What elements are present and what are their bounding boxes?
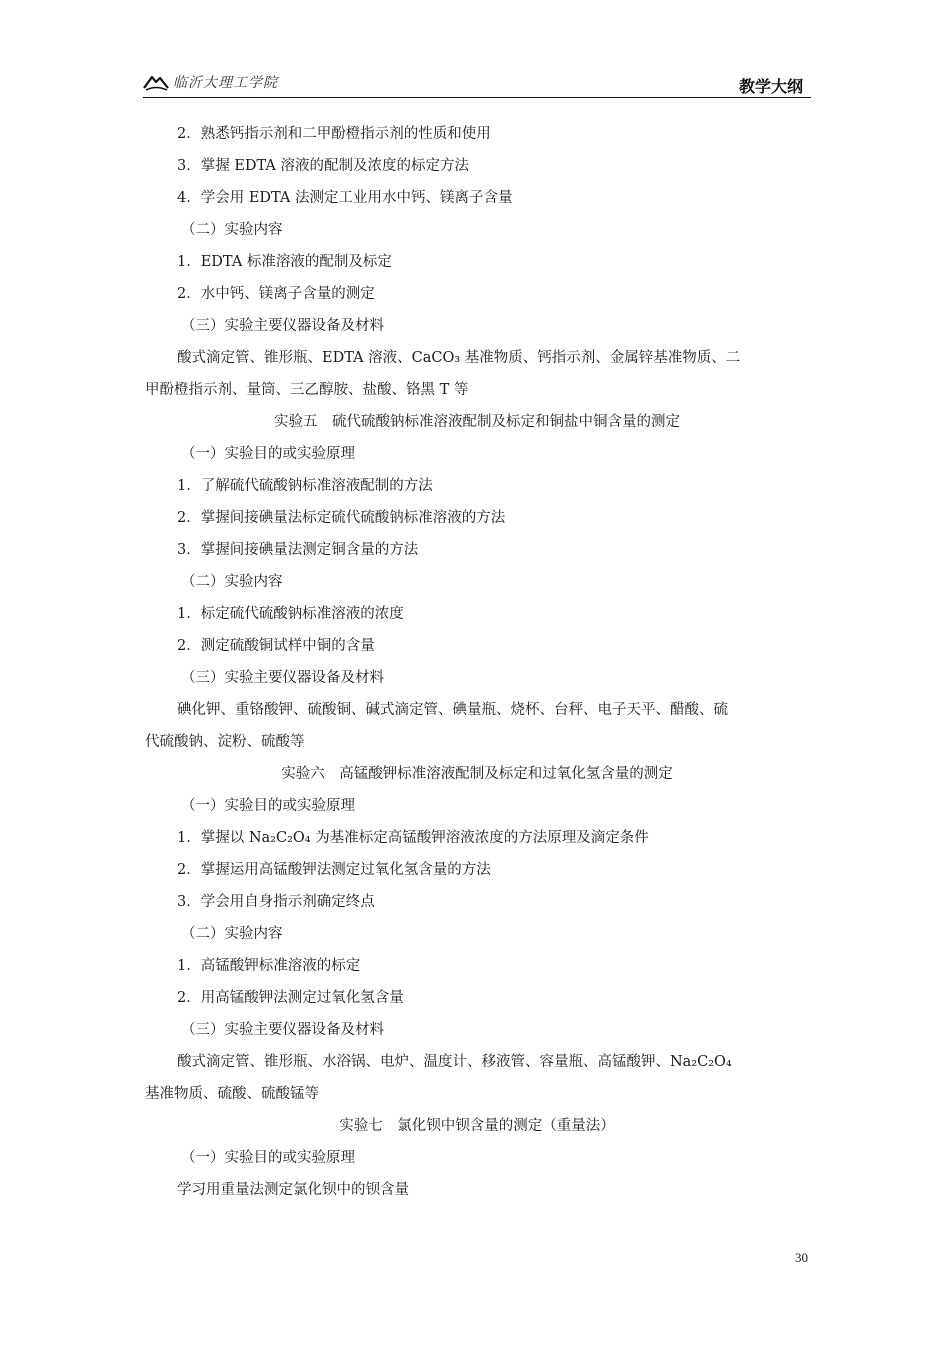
- text-line: （三）实验主要仪器设备及材料: [181, 670, 384, 686]
- text-line: 2．熟悉钙指示剂和二甲酚橙指示剂的性质和使用: [177, 126, 491, 142]
- text-line: 甲酚橙指示剂、量筒、三乙醇胺、盐酸、铬黑 T 等: [145, 382, 469, 398]
- text-line: （一）实验目的或实验原理: [181, 446, 355, 462]
- text-line: 酸式滴定管、锥形瓶、EDTA 溶液、CaCO₃ 基准物质、钙指示剂、金属锌基准物质、二: [177, 350, 741, 366]
- section-heading: 实验六 高锰酸钾标准溶液配制及标定和过氧化氢含量的测定: [281, 766, 673, 782]
- text-line: （二）实验内容: [181, 926, 283, 942]
- text-line: 1．标定硫代硫酸钠标准溶液的浓度: [177, 606, 404, 622]
- text-line: （三）实验主要仪器设备及材料: [181, 318, 384, 334]
- text-line: 2．水中钙、镁离子含量的测定: [177, 286, 375, 302]
- page-number: 30: [795, 1250, 808, 1265]
- section-heading: 实验七 氯化钡中钡含量的测定（重量法）: [339, 1118, 615, 1134]
- header-title: 教学大纲: [738, 77, 803, 96]
- page-header: [143, 68, 811, 98]
- header-divider: [143, 97, 811, 98]
- text-line: （二）实验内容: [181, 574, 283, 590]
- document-body: [145, 118, 809, 1206]
- logo-text: 临沂大理工学院: [173, 75, 278, 91]
- text-line: （二）实验内容: [181, 222, 283, 238]
- text-line: （一）实验目的或实验原理: [181, 1150, 355, 1166]
- school-logo: [143, 72, 278, 92]
- text-line: 酸式滴定管、锥形瓶、水浴锅、电炉、温度计、移液管、容量瓶、高锰酸钾、Na₂C₂O₄: [177, 1054, 732, 1070]
- text-line: 碘化钾、重铬酸钾、硫酸铜、碱式滴定管、碘量瓶、烧杯、台秤、电子天平、醋酸、硫: [177, 702, 728, 718]
- text-line: 3．掌握 EDTA 溶液的配制及浓度的标定方法: [177, 158, 470, 174]
- text-line: 1．高锰酸钾标准溶液的标定: [177, 958, 361, 974]
- text-line: 2．掌握间接碘量法标定硫代硫酸钠标准溶液的方法: [177, 510, 506, 526]
- text-line: 代硫酸钠、淀粉、硫酸等: [145, 734, 305, 750]
- text-line: 基准物质、硫酸、硫酸锰等: [145, 1086, 319, 1102]
- text-line: 4．学会用 EDTA 法测定工业用水中钙、镁离子含量: [177, 190, 513, 206]
- text-line: 2．测定硫酸铜试样中铜的含量: [177, 638, 375, 654]
- mountain-logo-icon: [143, 72, 169, 92]
- text-line: 3．掌握间接碘量法测定铜含量的方法: [177, 542, 419, 558]
- text-line: 2．掌握运用高锰酸钾法测定过氧化氢含量的方法: [177, 862, 491, 878]
- text-line: 学习用重量法测定氯化钡中的钡含量: [177, 1182, 409, 1198]
- section-heading: 实验五 硫代硫酸钠标准溶液配制及标定和铜盐中铜含量的测定: [274, 414, 680, 430]
- text-line: 2．用高锰酸钾法测定过氧化氢含量: [177, 990, 404, 1006]
- text-line: 1．掌握以 Na₂C₂O₄ 为基准标定高锰酸钾溶液浓度的方法原理及滴定条件: [177, 830, 649, 846]
- text-line: 1．了解硫代硫酸钠标准溶液配制的方法: [177, 478, 433, 494]
- text-line: （一）实验目的或实验原理: [181, 798, 355, 814]
- text-line: 1．EDTA 标准溶液的配制及标定: [177, 254, 392, 270]
- text-line: （三）实验主要仪器设备及材料: [181, 1022, 384, 1038]
- text-line: 3．学会用自身指示剂确定终点: [177, 894, 375, 910]
